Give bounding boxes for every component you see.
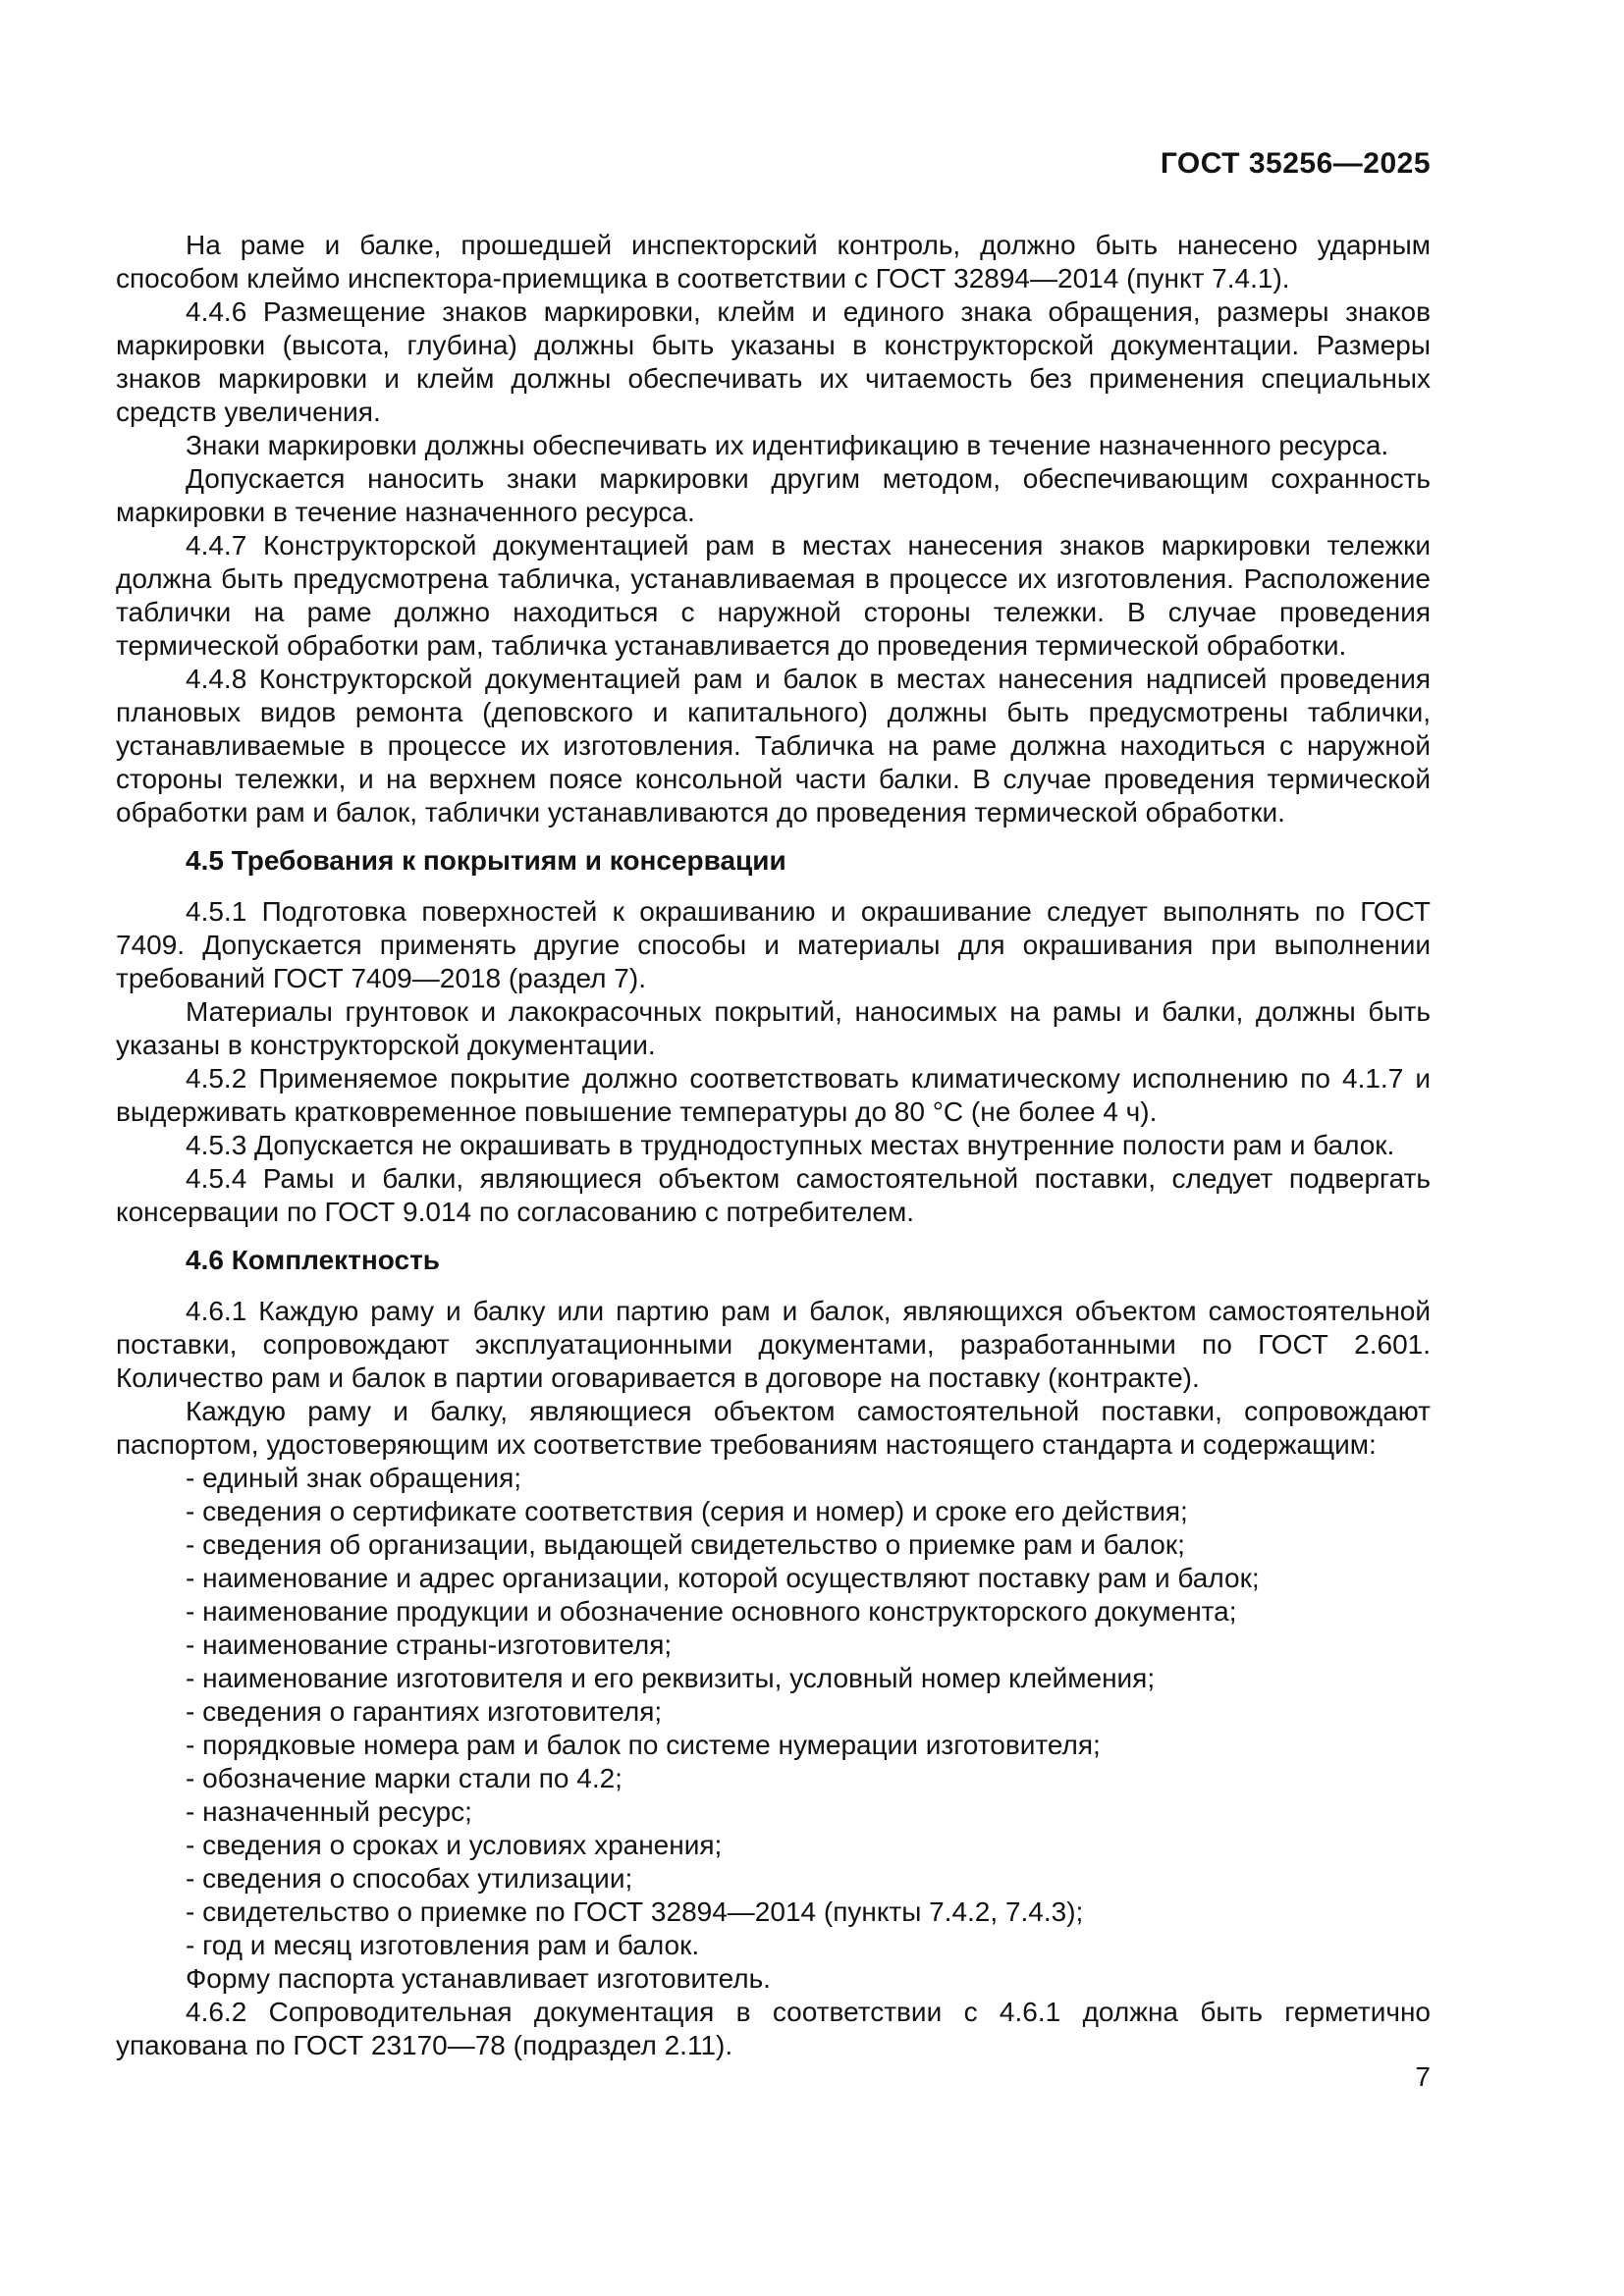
list-item: - год и месяц изготовления рам и балок. bbox=[186, 1930, 700, 1960]
list-item: - наименование страны-изготовителя; bbox=[186, 1629, 673, 1660]
list-item: - наименование и адрес организации, которой осуществляют поставку рам и балок; bbox=[186, 1563, 1260, 1593]
list-item: - сведения об организации, выдающей свидетельство о приемке рам и балок; bbox=[186, 1529, 1185, 1560]
list-item: - сведения о гарантиях изготовителя; bbox=[186, 1696, 663, 1727]
body-paragraph: Форму паспорта устанавливает изготовитель. bbox=[186, 1963, 771, 1994]
section-heading-4-5: 4.5 Требования к покрытиям и консервации bbox=[186, 845, 786, 876]
body-paragraph: 4.6.2 Сопроводительная документация в соответствии с 4.6.1 должна быть герметично упакована по ГОСТ 23170—78 (подраздел 2.11). bbox=[116, 1997, 1431, 2060]
body-paragraph: 4.5.3 Допускается не окрашивать в труднодоступных местах внутренние полости рам и балок. bbox=[186, 1130, 1395, 1160]
body-paragraph: 4.5.2 Применяемое покрытие должно соответствовать климатическому исполнению по 4.1.7 и выдерживать кратковременное повышение температуры до 80 °С (не более 4 ч). bbox=[116, 1063, 1431, 1127]
body-paragraph: 4.4.7 Конструкторской документацией рам в местах нанесения знаков маркировки тележки должна быть предусмотрена табличка, устанавливаемая в процессе их изготовления. Расположение таблички на раме должно находиться с наружной стороны тележки. В случае проведения термической обработки рам, табличка устанавливается до проведения термической обработки. bbox=[116, 530, 1431, 661]
body-paragraph: 4.4.8 Конструкторской документацией рам и балок в местах нанесения надписей проведения плановых видов ремонта (деповского и капитального) должны быть предусмотрены таблички, устанавливаемые в процессе их изготовления. Табличка на раме должна находиться с наружной стороны тележки, и на верхнем поясе консольной части балки. В случае проведения термической обработки рам и балок, таблички устанавливаются до проведения термической обработки. bbox=[116, 664, 1431, 828]
list-item: - сведения о способах утилизации; bbox=[186, 1863, 633, 1894]
list-item: - единый знак обращения; bbox=[186, 1463, 522, 1493]
section-heading-4-6: 4.6 Комплектность bbox=[186, 1245, 441, 1275]
page-number: 7 bbox=[1415, 2061, 1431, 2092]
list-item: - сведения о сертификате соответствия (серия и номер) и сроке его действия; bbox=[186, 1496, 1188, 1526]
list-item: - назначенный ресурс; bbox=[186, 1796, 472, 1827]
body-paragraph: Знаки маркировки должны обеспечивать их идентификацию в течение назначенного ресурса. bbox=[186, 430, 1389, 460]
list-item: - наименование изготовителя и его реквизиты, условный номер клеймения; bbox=[186, 1663, 1156, 1693]
body-paragraph: Допускается наносить знаки маркировки другим методом, обеспечивающим сохранность маркировки в течение назначенного ресурса. bbox=[116, 463, 1431, 527]
list-item: - наименование продукции и обозначение основного конструкторского документа; bbox=[186, 1596, 1237, 1627]
body-paragraph: 4.5.1 Подготовка поверхностей к окрашиванию и окрашивание следует выполнять по ГОСТ 7409. Допускается применять другие способы и материалы для окрашивания при выполнении требований ГОСТ 7409—2018 (раздел 7). bbox=[116, 896, 1431, 993]
list-item: - сведения о сроках и условиях хранения; bbox=[186, 1830, 723, 1860]
list-item: - свидетельство о приемке по ГОСТ 32894—2014 (пункты 7.4.2, 7.4.3); bbox=[186, 1896, 1084, 1927]
list-item: - порядковые номера рам и балок по системе нумерации изготовителя; bbox=[186, 1730, 1101, 1760]
body-paragraph: 4.5.4 Рамы и балки, являющиеся объектом самостоятельной поставки, следует подвергать консервации по ГОСТ 9.014 по согласованию с потребителем. bbox=[116, 1163, 1431, 1227]
body-paragraph: 4.4.6 Размещение знаков маркировки, клейм и единого знака обращения, размеры знаков маркировки (высота, глубина) должны быть указаны в конструкторской документации. Размеры знаков маркировки и клейм должны обеспечивать их читаемость без применения специальных средств увеличения. bbox=[116, 296, 1431, 427]
document-body bbox=[116, 229, 1431, 2062]
body-paragraph: Материалы грунтовок и лакокрасочных покрытий, наносимых на рамы и балки, должны быть указаны в конструкторской документации. bbox=[116, 996, 1431, 1060]
body-paragraph: На раме и балке, прошедшей инспекторский контроль, должно быть нанесено ударным способом клеймо инспектора-приемщика в соответствии с ГОСТ 32894—2014 (пункт 7.4.1). bbox=[116, 230, 1431, 294]
standard-number: ГОСТ 35256—2025 bbox=[1160, 147, 1431, 180]
body-paragraph: 4.6.1 Каждую раму и балку или партию рам и балок, являющихся объектом самостоятельной поставки, сопровождают эксплуатационными документами, разработанными по ГОСТ 2.601. Количество рам и балок в партии оговаривается в договоре на поставку (контракте). bbox=[116, 1296, 1431, 1393]
body-paragraph: Каждую раму и балку, являющиеся объектом самостоятельной поставки, сопровождают паспортом, удостоверяющим их соответствие требованиям настоящего стандарта и содержащим: bbox=[116, 1396, 1431, 1460]
list-item: - обозначение марки стали по 4.2; bbox=[186, 1763, 623, 1793]
